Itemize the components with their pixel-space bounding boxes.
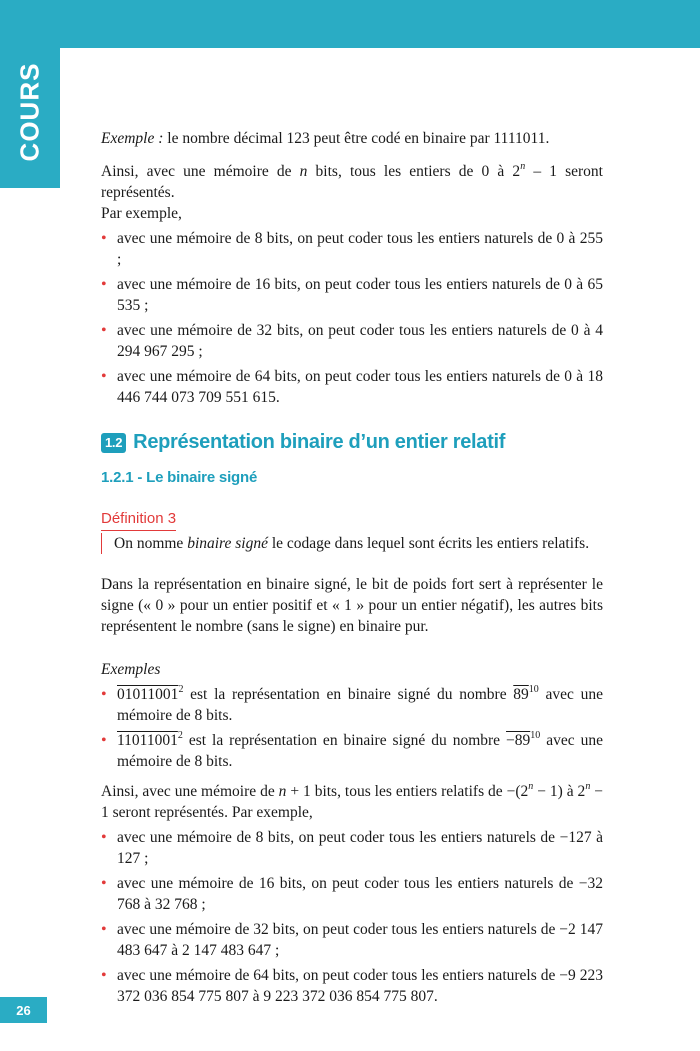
decimal-number: −89 (506, 732, 531, 749)
definition-term: binaire signé (187, 535, 268, 552)
unsigned-range-list (101, 228, 603, 408)
memory-var-n: n (299, 163, 308, 180)
base-subscript: 10 (530, 729, 541, 741)
list-item: • avec une mémoire de 8 bits, on peut coder tous les entiers naturels de 0 à 255 ; (101, 228, 603, 270)
example-line (101, 128, 603, 149)
list-item: • avec une mémoire de 16 bits, on peut coder tous les entiers naturels de 0 à 65 535 ; (101, 274, 603, 316)
relative-exponent: n (585, 780, 591, 792)
section-tab-label: COURS (14, 62, 45, 162)
relative-paragraph (101, 781, 603, 823)
binary-code: 11011001 (117, 732, 178, 749)
section-title: Représentation binaire d’un entier relatif (133, 431, 506, 453)
relative-text-d: − 1 seront représentés. Par exemple, (101, 783, 603, 821)
relative-text-c: − 1) à 2 (533, 783, 586, 800)
definition-body (101, 533, 603, 554)
list-item (101, 730, 603, 772)
base-subscript: 10 (528, 683, 539, 695)
memory-text-c: – 1 seront représentés. (101, 163, 603, 201)
list-item: • avec une mémoire de 32 bits, on peut coder tous les entiers naturels de 0 à 4 294 967 295 ; (101, 320, 603, 362)
list-item: • avec une mémoire de 8 bits, on peut coder tous les entiers naturels de −127 à 127 ; (101, 827, 603, 869)
subsection-separator: - (133, 469, 147, 486)
relative-exponent: n (528, 780, 534, 792)
base-subscript: 2 (178, 683, 184, 695)
memory-text-b: bits, tous les entiers de 0 à 2 (307, 163, 521, 180)
memory-exponent: n (520, 160, 526, 172)
subsection-title: Le binaire signé (146, 469, 258, 486)
example-text: est la représentation en binaire signé du nombre (182, 732, 507, 749)
definition-title: Définition 3 (101, 508, 176, 531)
example-text: est la représentation en binaire signé du nombre (183, 686, 514, 703)
list-item: • avec une mémoire de 32 bits, on peut coder tous les entiers naturels de −2 147 483 647 à 2 147 483 647 ; (101, 919, 603, 961)
memory-paragraph (101, 161, 603, 224)
decimal-number: 89 (513, 686, 529, 703)
list-item (101, 684, 603, 726)
binary-code: 01011001 (117, 686, 179, 703)
definition-text-b: le codage dans lequel sont écrits les entiers relatifs. (267, 535, 590, 552)
list-item: • avec une mémoire de 16 bits, on peut coder tous les entiers naturels de −32 768 à 32 768 ; (101, 873, 603, 915)
example-text: avec une mémoire de 8 bits. (117, 686, 603, 724)
base-subscript: 2 (177, 729, 183, 741)
definition-text-a: On nomme (114, 535, 188, 552)
examples-list (101, 684, 603, 772)
example-label: Exemple : (101, 130, 164, 147)
list-item: • avec une mémoire de 64 bits, on peut coder tous les entiers naturels de −9 223 372 036 854 775 807 à 9 223 372 036 854 775 807. (101, 965, 603, 1007)
examples-label-text: Exemples (101, 661, 161, 678)
memory-text-a: Ainsi, avec une mémoire de (101, 163, 300, 180)
examples-label (101, 659, 603, 680)
section-number: 1.2 (101, 433, 126, 453)
subsection-heading (101, 467, 603, 488)
page-number: 26 (0, 997, 47, 1023)
relative-text-a: Ainsi, avec une mémoire de (101, 783, 279, 800)
section-heading (101, 432, 603, 453)
relative-var-n: n (278, 783, 287, 800)
section-tab (0, 0, 60, 188)
relative-text-b: + 1 bits, tous les entiers relatifs de −(2 (286, 783, 529, 800)
signed-paragraph: Dans la représentation en binaire signé, le bit de poids fort sert à représenter le signe (« 0 » pour un entier positif et « 1 » pour un entier négatif), les autres bits représentent le nombre (sans le signe) en binaire pur. (101, 576, 603, 635)
header-band (60, 0, 700, 48)
example-text: le nombre décimal 123 peut être codé en binaire par 1111011. (163, 130, 550, 147)
subsection-number: 1.2.1 (101, 469, 134, 486)
example-text: avec une mémoire de 8 bits. (117, 732, 603, 770)
page-content (101, 128, 603, 1007)
signed-range-list (101, 827, 603, 1007)
list-item: • avec une mémoire de 64 bits, on peut coder tous les entiers naturels de 0 à 18 446 744 073 709 551 615. (101, 366, 603, 408)
memory-text-d: Par exemple, (101, 205, 182, 222)
